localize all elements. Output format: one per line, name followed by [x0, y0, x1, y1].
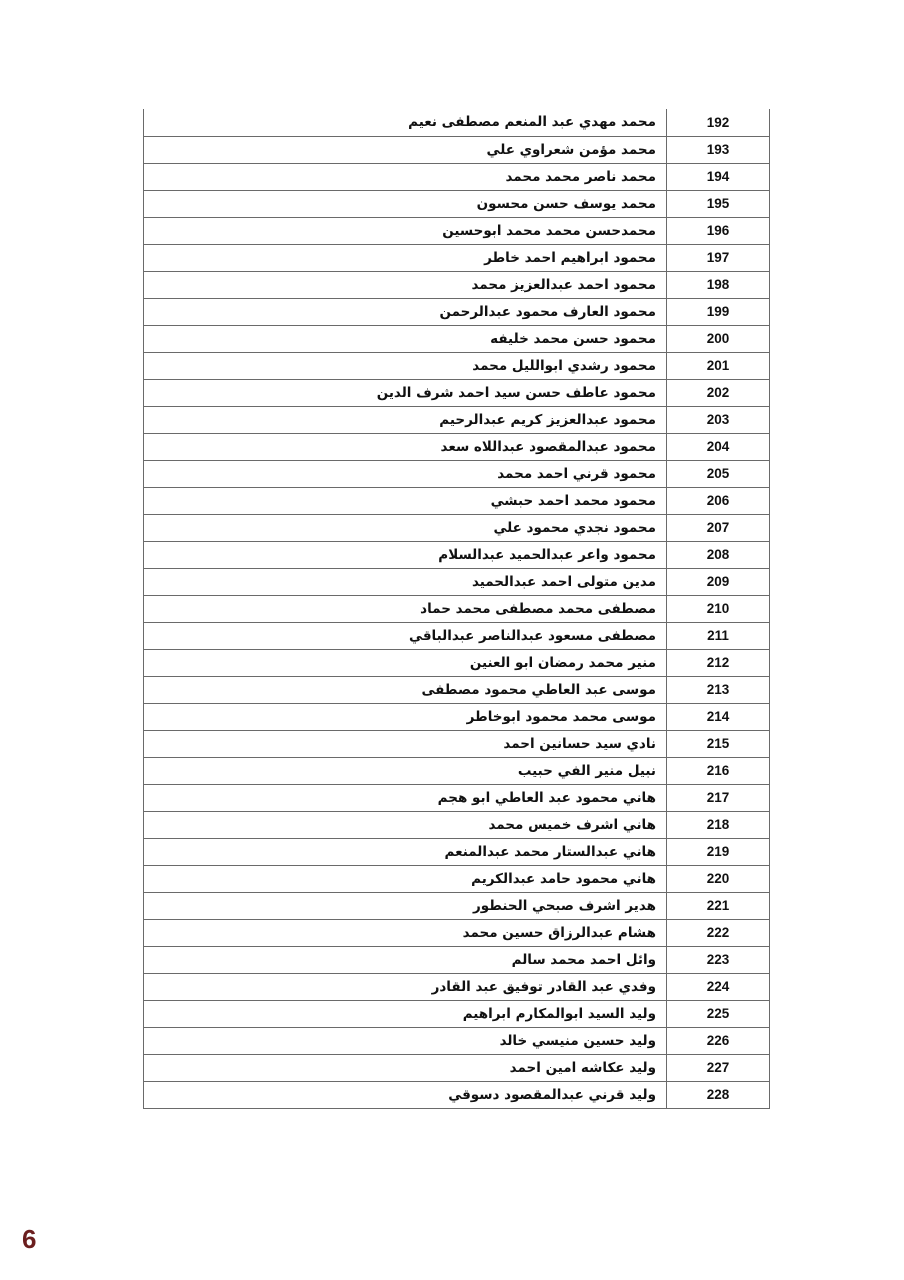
- number-cell: 202: [667, 379, 770, 406]
- table-row: [144, 109, 770, 136]
- name-cell: محمود عاطف حسن سيد احمد شرف الدين: [144, 379, 667, 406]
- table-row: [144, 514, 770, 541]
- number-cell: 195: [667, 190, 770, 217]
- number-cell: 196: [667, 217, 770, 244]
- number-cell: 225: [667, 1000, 770, 1027]
- table-row: [144, 649, 770, 676]
- number-cell: 213: [667, 676, 770, 703]
- name-cell: محمود نجدي محمود علي: [144, 514, 667, 541]
- name-cell: محمود حسن محمد خليفه: [144, 325, 667, 352]
- number-cell: 226: [667, 1027, 770, 1054]
- name-cell: موسى عبد العاطي محمود مصطفى: [144, 676, 667, 703]
- name-cell: محمد ناصر محمد محمد: [144, 163, 667, 190]
- number-cell: 204: [667, 433, 770, 460]
- table-row: [144, 217, 770, 244]
- table-row: [144, 865, 770, 892]
- name-cell: محمد مؤمن شعراوي علي: [144, 136, 667, 163]
- name-cell: وليد عكاشه امين احمد: [144, 1054, 667, 1081]
- name-cell: محمود رشدي ابوالليل محمد: [144, 352, 667, 379]
- number-cell: 217: [667, 784, 770, 811]
- name-cell: محمود قرني احمد محمد: [144, 460, 667, 487]
- table-row: [144, 892, 770, 919]
- name-cell: محمدحسن محمد محمد ابوحسين: [144, 217, 667, 244]
- table-row: [144, 271, 770, 298]
- number-cell: 222: [667, 919, 770, 946]
- name-cell: محمود محمد احمد حبشي: [144, 487, 667, 514]
- table-row: [144, 1054, 770, 1081]
- table-row: [144, 973, 770, 1000]
- name-cell: محمود العارف محمود عبدالرحمن: [144, 298, 667, 325]
- table-row: [144, 568, 770, 595]
- name-cell: هاني محمود حامد عبدالكريم: [144, 865, 667, 892]
- name-cell: موسى محمد محمود ابوخاطر: [144, 703, 667, 730]
- table-row: [144, 190, 770, 217]
- table-row: [144, 784, 770, 811]
- name-cell: هشام عبدالرزاق حسين محمد: [144, 919, 667, 946]
- table-row: [144, 541, 770, 568]
- number-cell: 206: [667, 487, 770, 514]
- name-cell: هاني محمود عبد العاطي ابو هجم: [144, 784, 667, 811]
- number-cell: 223: [667, 946, 770, 973]
- name-cell: محمود ابراهيم احمد خاطر: [144, 244, 667, 271]
- number-cell: 207: [667, 514, 770, 541]
- number-cell: 194: [667, 163, 770, 190]
- name-cell: هاني اشرف خميس محمد: [144, 811, 667, 838]
- table-row: [144, 460, 770, 487]
- names-table-body: [144, 109, 770, 1108]
- table-row: [144, 244, 770, 271]
- name-cell: مصطفى محمد مصطفى محمد حماد: [144, 595, 667, 622]
- table-row: [144, 595, 770, 622]
- table-row: [144, 946, 770, 973]
- number-cell: 218: [667, 811, 770, 838]
- number-cell: 220: [667, 865, 770, 892]
- name-cell: مصطفى مسعود عبدالناصر عبدالباقي: [144, 622, 667, 649]
- table-row: [144, 676, 770, 703]
- table-row: [144, 1081, 770, 1108]
- number-cell: 216: [667, 757, 770, 784]
- name-cell: وليد السيد ابوالمكارم ابراهيم: [144, 1000, 667, 1027]
- name-cell: وليد حسين منيسي خالد: [144, 1027, 667, 1054]
- name-cell: محمد مهدي عبد المنعم مصطفى نعيم: [144, 109, 667, 136]
- table-row: [144, 838, 770, 865]
- table-row: [144, 433, 770, 460]
- number-cell: 211: [667, 622, 770, 649]
- name-cell: محمد يوسف حسن محسون: [144, 190, 667, 217]
- name-cell: منير محمد رمضان ابو العنين: [144, 649, 667, 676]
- name-cell: مدين متولى احمد عبدالحميد: [144, 568, 667, 595]
- number-cell: 198: [667, 271, 770, 298]
- table-row: [144, 298, 770, 325]
- number-cell: 200: [667, 325, 770, 352]
- number-cell: 227: [667, 1054, 770, 1081]
- table-row: [144, 1027, 770, 1054]
- number-cell: 209: [667, 568, 770, 595]
- table-row: [144, 325, 770, 352]
- name-cell: هاني عبدالستار محمد عبدالمنعم: [144, 838, 667, 865]
- page-number: 6: [22, 1224, 37, 1254]
- number-cell: 199: [667, 298, 770, 325]
- number-cell: 197: [667, 244, 770, 271]
- name-cell: محمود واعر عبدالحميد عبدالسلام: [144, 541, 667, 568]
- number-cell: 192: [667, 109, 770, 136]
- number-cell: 210: [667, 595, 770, 622]
- name-cell: وائل احمد محمد سالم: [144, 946, 667, 973]
- number-cell: 208: [667, 541, 770, 568]
- table-row: [144, 730, 770, 757]
- name-cell: محمود احمد عبدالعزيز محمد: [144, 271, 667, 298]
- table-row: [144, 379, 770, 406]
- name-cell: محمود عبدالعزيز كريم عبدالرحيم: [144, 406, 667, 433]
- name-cell: محمود عبدالمقصود عبداللاه سعد: [144, 433, 667, 460]
- number-cell: 221: [667, 892, 770, 919]
- number-cell: 212: [667, 649, 770, 676]
- table-row: [144, 703, 770, 730]
- table-row: [144, 163, 770, 190]
- name-cell: نادي سيد حسانين احمد: [144, 730, 667, 757]
- names-table: [143, 109, 770, 1109]
- number-cell: 224: [667, 973, 770, 1000]
- table-row: [144, 487, 770, 514]
- number-cell: 203: [667, 406, 770, 433]
- table-row: [144, 352, 770, 379]
- number-cell: 201: [667, 352, 770, 379]
- number-cell: 205: [667, 460, 770, 487]
- name-cell: هدير اشرف صبحي الحنطور: [144, 892, 667, 919]
- number-cell: 214: [667, 703, 770, 730]
- number-cell: 228: [667, 1081, 770, 1108]
- name-cell: نبيل منير الفي حبيب: [144, 757, 667, 784]
- name-cell: وفدي عبد القادر توفيق عبد القادر: [144, 973, 667, 1000]
- table-row: [144, 136, 770, 163]
- number-cell: 219: [667, 838, 770, 865]
- table-row: [144, 757, 770, 784]
- number-cell: 215: [667, 730, 770, 757]
- table-row: [144, 622, 770, 649]
- table-row: [144, 811, 770, 838]
- table-row: [144, 919, 770, 946]
- name-cell: وليد قرني عبدالمقصود دسوقي: [144, 1081, 667, 1108]
- number-cell: 193: [667, 136, 770, 163]
- table-row: [144, 1000, 770, 1027]
- table-row: [144, 406, 770, 433]
